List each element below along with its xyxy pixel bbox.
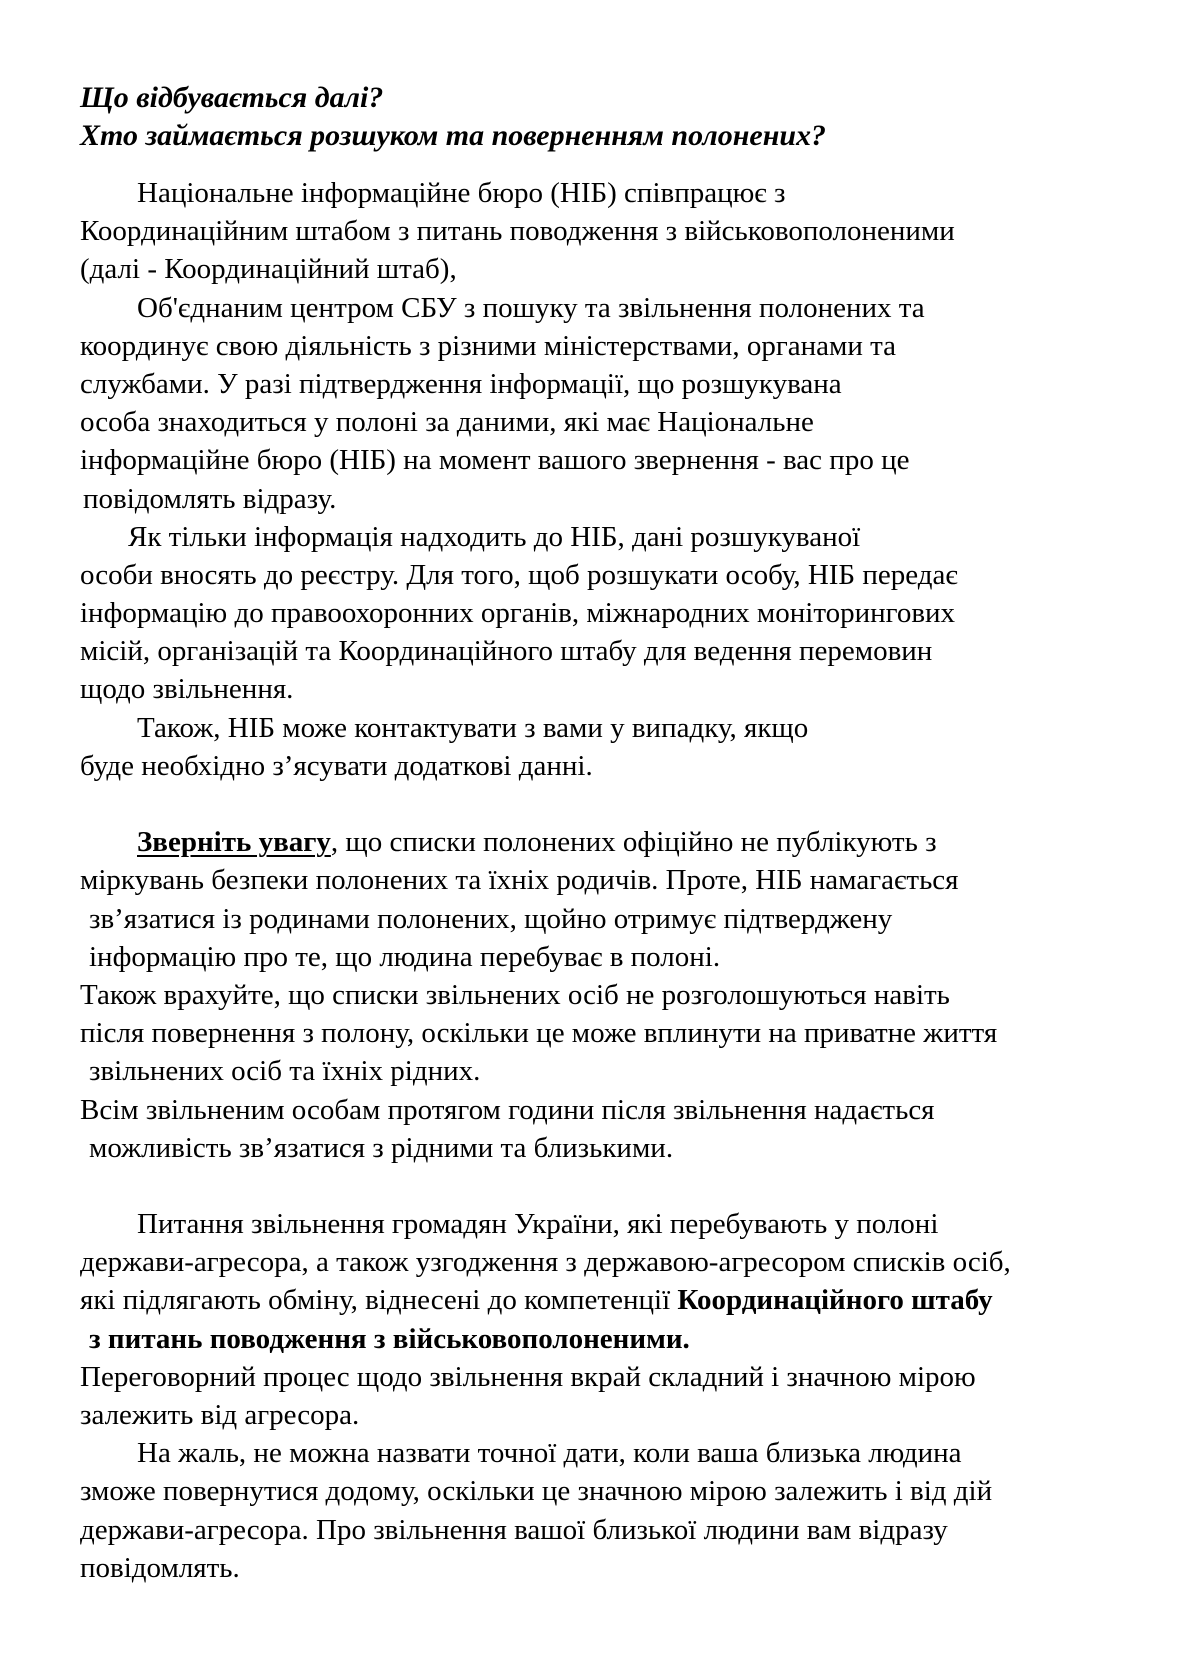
text-line: Як тільки інформація надходить до НІБ, дані розшукуваної: [128, 520, 861, 553]
attention-text: , що списки полонених офіційно не публікують з: [330, 826, 937, 859]
text-line: щодо звільнення.: [80, 673, 294, 706]
text-line: місій, організацій та Координаційного штабу для ведення перемовин: [80, 635, 933, 668]
text-line: можливість зв’язатися з рідними та близькими.: [89, 1131, 674, 1164]
heading-line-2: Хто займається розшуком та поверненням полонених?: [80, 119, 827, 153]
document-body: [80, 174, 1160, 1587]
text-line: зв’язатися із родинами полонених, щойно отримує підтверджену: [89, 902, 893, 935]
paragraph-nib-cooperation: [80, 174, 1160, 289]
paragraph-no-date: [80, 1434, 1160, 1587]
paragraph-registry: [80, 518, 1160, 709]
text-line: Всім звільненим особам протягом години після звільнення надається: [80, 1093, 935, 1126]
text-line: інформацію про те, що людина перебуває в полоні.: [89, 940, 721, 973]
attention-label: Зверніть увагу: [137, 826, 331, 859]
paragraph-spacer: [80, 785, 1160, 823]
text-line: звільнених осіб та їхніх рідних.: [89, 1055, 481, 1088]
paragraph-spacer: [80, 1167, 1160, 1205]
text-line: Переговорний процес щодо звільнення вкрай складний і значною мірою: [80, 1360, 976, 1393]
heading-line-1: Що відбувається далі?: [80, 81, 384, 114]
text-line: Також, НІБ може контактувати з вами у випадку, якщо: [137, 711, 809, 744]
text-line: [80, 823, 1160, 861]
coordination-headquarters-name: Координаційного штабу: [677, 1284, 993, 1317]
text-line: Національне інформаційне бюро (НІБ) співпрацює з: [137, 177, 786, 209]
text-line: держави-агресора. Про звільнення вашої близької людини вам відразу: [80, 1513, 948, 1546]
text-line: Питання звільнення громадян України, які перебувають у полоні: [137, 1208, 939, 1241]
text-line: інформацію до правоохоронних органів, міжнародних моніторингових: [80, 597, 956, 630]
paragraph-exchange: [80, 1205, 1160, 1434]
text-line: На жаль, не можна назвати точної дати, коли ваша близька людина: [137, 1437, 962, 1470]
text-line: залежить від агресора.: [80, 1399, 360, 1431]
text-line: особи вносять до реєстру. Для того, щоб розшукати особу, НІБ передає: [80, 558, 958, 591]
text-line: після повернення з полону, оскільки це може вплинути на приватне життя: [80, 1017, 998, 1050]
text-line: координує свою діяльність з різними міністерствами, органами та: [80, 329, 897, 362]
text-line: Також врахуйте, що списки звільнених осіб не розголошуються навіть: [80, 978, 950, 1011]
text-line: Координаційним штабом з питань поводження з військовополоненими: [80, 215, 955, 248]
exchange-text: які підлягають обміну, віднесені до компетенції: [80, 1284, 678, 1317]
paragraph-attention: [80, 823, 1160, 1167]
text-line: міркувань безпеки полонених та їхніх родичів. Проте, НІБ намагається: [80, 864, 959, 897]
paragraph-sbu-center: [80, 289, 1160, 518]
text-line: (далі - Координаційний штаб),: [80, 253, 457, 286]
text-line: інформаційне бюро (НІБ) на момент вашого звернення - вас про це: [80, 444, 910, 477]
text-line: Об'єднаним центром СБУ з пошуку та звільнення полонених та: [137, 291, 925, 324]
text-line: держави-агресора, а також узгодження з державою-агресором списків осіб,: [80, 1246, 1011, 1279]
text-line: зможе повернутися додому, оскільки це значною мірою залежить і від дій: [80, 1475, 993, 1508]
text-line: буде необхідно з’ясувати додаткові данні.: [80, 749, 593, 782]
text-line: повідомлять відразу.: [83, 482, 337, 515]
paragraph-contact: [80, 709, 1160, 785]
text-line: повідомлять.: [80, 1551, 240, 1584]
coordination-headquarters-name-cont: з питань поводження з військовополоненими.: [89, 1322, 690, 1355]
text-line: особа знаходиться у полоні за даними, які має Національне: [80, 406, 814, 439]
text-line: [80, 1281, 1160, 1319]
text-line: службами. У разі підтвердження інформації, що розшукувана: [80, 367, 842, 400]
document-heading: [80, 78, 826, 154]
